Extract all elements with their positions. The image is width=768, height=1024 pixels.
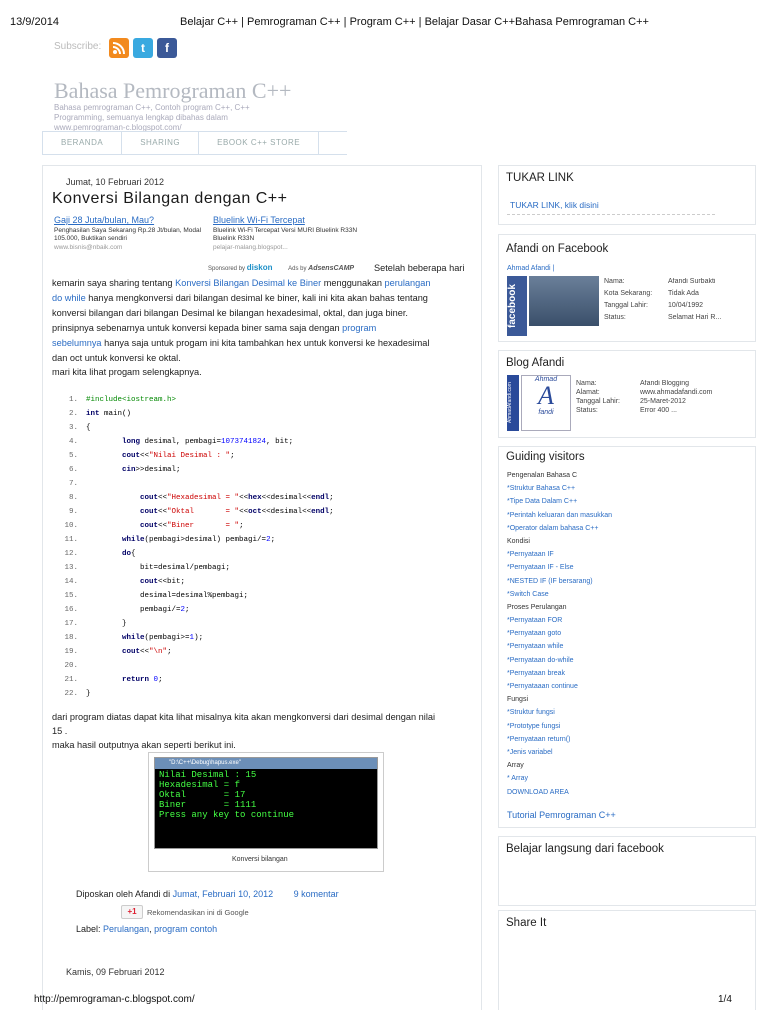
- intro-text: hanya mengkonversi dari bilangan desimal ke biner, kali ini kita akan bahas tentang: [85, 293, 428, 303]
- post-labels: Label: Perulangan, program contoh: [76, 924, 218, 934]
- info-value: 25-Maret-2012: [640, 398, 686, 405]
- blog-logo: [521, 375, 571, 431]
- code-text: }: [86, 690, 91, 698]
- code-line: [62, 477, 442, 491]
- next-post-date: Kamis, 09 Februari 2012: [66, 967, 165, 977]
- after-line-2: 15 .: [52, 726, 68, 736]
- console-titlebar: "D:\C++\Debug\hapus.exe": [155, 758, 377, 769]
- info-value: 10/04/1992: [668, 302, 704, 309]
- code-line: [62, 421, 442, 435]
- label-perulangan[interactable]: Perulangan: [103, 924, 150, 934]
- code-line: [62, 533, 442, 547]
- code-text: bit=desimal/pembagi;: [86, 564, 231, 572]
- line-number: 10.: [64, 522, 78, 530]
- info-row: [576, 407, 756, 416]
- link-do-while[interactable]: do while: [52, 293, 86, 303]
- code-text: cin>>desimal;: [122, 466, 181, 474]
- line-number: 17.: [64, 620, 78, 628]
- comments-link[interactable]: 9 komentar: [293, 889, 339, 899]
- blog-logo-bottom: fandi: [538, 409, 554, 416]
- after-line-1: dari program diatas dapat kita lihat misalnya kita akan mengkonversi dari desimal dengan nilai: [52, 712, 436, 722]
- ad-text-1: Penghasilan Saya Sekarang Rp.28 Jt/bulan, Modal 105.000, Buktikan sendiri: [54, 227, 202, 242]
- info-label: Nama:: [576, 380, 597, 387]
- code-line: [62, 687, 442, 701]
- guiding-heading: Pengenalan Bahasa C: [507, 472, 578, 479]
- tukar-link-link[interactable]: TUKAR LINK, klik disini: [510, 200, 599, 210]
- info-label: Status:: [604, 314, 626, 321]
- share-title: Share It: [506, 917, 547, 929]
- divider: [507, 214, 715, 215]
- ad-title-1[interactable]: Gaji 28 Juta/bulan, Mau?: [54, 215, 155, 225]
- code-line: [62, 463, 442, 477]
- blog-info: [576, 380, 756, 416]
- code-text: while(pembagi>desimal) pembagi/=2;: [122, 536, 276, 544]
- posted-by: [76, 889, 339, 899]
- guiding-link[interactable]: DOWNLOAD AREA: [507, 788, 569, 796]
- code-line: [62, 589, 442, 603]
- console-image: [154, 757, 378, 849]
- guiding-link[interactable]: *Pernyataaan continue: [507, 683, 578, 690]
- code-block: [62, 393, 442, 701]
- blog-title[interactable]: Bahasa Pemrograman C++: [54, 78, 292, 103]
- post-date: Jumat, 10 Februari 2012: [66, 177, 165, 187]
- recommend-text: Rekomendasikan ini di Google: [147, 908, 249, 917]
- sponsor-name[interactable]: diskon: [246, 263, 273, 272]
- info-row: [576, 398, 756, 407]
- facebook-info: [604, 278, 756, 326]
- guiding-link[interactable]: *Tipe Data Dalam C++: [507, 498, 578, 506]
- code-text: cout<<"Biner = ";: [140, 522, 244, 530]
- code-text: return 0;: [122, 676, 163, 684]
- guiding-link[interactable]: *Pernyataan do-while: [507, 656, 574, 664]
- line-number: 16.: [64, 606, 78, 614]
- guiding-link[interactable]: *Pernyataan return(): [507, 735, 571, 743]
- info-value: Afandi Blogging: [640, 380, 690, 387]
- print-date: 13/9/2014: [10, 16, 59, 28]
- line-number: 18.: [64, 634, 78, 642]
- ad-url-2[interactable]: pelajar-malang.blogspot...: [213, 244, 288, 251]
- after-line-3: maka hasil outputnya akan seperti berikut ini.: [52, 740, 236, 750]
- info-row: [604, 302, 756, 314]
- posted-by-label: Diposkan oleh Afandi di: [76, 889, 173, 899]
- intro-line-1: Setelah beberapa hari: [374, 263, 465, 273]
- code-line: [62, 561, 442, 575]
- link-sebelumnya[interactable]: sebelumnya: [52, 338, 102, 348]
- line-number: 1.: [68, 396, 78, 404]
- guiding-link[interactable]: *Jenis variabel: [507, 748, 553, 756]
- info-row: [576, 380, 756, 389]
- intro-line-4: konversi bilangan dari bilangan Desimal ke bilangan hexadesimal, oktal, dan juga biner.: [52, 308, 408, 318]
- code-text: while(pembagi>=1);: [122, 634, 204, 642]
- link-perulangan[interactable]: perulangan: [384, 278, 431, 288]
- info-value: Afandi Surbakti: [668, 278, 716, 285]
- guiding-link[interactable]: *Struktur Bahasa C++: [507, 485, 576, 493]
- info-row: [604, 290, 756, 302]
- facebook-photo: [529, 276, 599, 326]
- info-value: Selamat Hari R...: [668, 314, 722, 321]
- intro-text: menggunakan: [321, 278, 385, 288]
- code-line: [62, 449, 442, 463]
- info-row: [604, 278, 756, 290]
- intro-line-5: [52, 321, 482, 336]
- guiding-link[interactable]: *Operator dalam bahasa C++: [507, 524, 599, 532]
- guiding-heading: Array: [507, 762, 524, 770]
- sponsored-by: [208, 263, 354, 272]
- guiding-link[interactable]: * Array: [507, 775, 529, 783]
- nav-ebook-store[interactable]: EBOOK C++ STORE: [198, 132, 318, 154]
- line-number: 13.: [64, 564, 78, 572]
- facebook-icon[interactable]: f: [157, 38, 177, 58]
- link-konversi-biner[interactable]: Konversi Bilangan Desimal ke Biner: [175, 278, 322, 288]
- line-number: 6.: [68, 466, 78, 474]
- facebook-name-link[interactable]: Ahmad Afandi |: [507, 265, 555, 272]
- line-number: 11.: [64, 536, 78, 544]
- code-text: cout<<"Oktal = "<<oct<<desimal<<endl;: [140, 508, 334, 516]
- guiding-heading: Proses Perulangan: [507, 603, 567, 611]
- code-line: [62, 659, 442, 673]
- info-label: Alamat:: [576, 389, 600, 396]
- code-line: [62, 575, 442, 589]
- line-number: 14.: [64, 578, 78, 586]
- guiding-link[interactable]: *Pernyataan IF: [507, 551, 554, 559]
- post-date-link[interactable]: Jumat, Februari 10, 2012: [172, 889, 274, 899]
- ad-title-2[interactable]: Bluelink Wi-Fi Tercepat: [213, 215, 305, 225]
- print-url: http://pemrograman-c.blogspot.com/: [34, 994, 195, 1005]
- code-line: [62, 505, 442, 519]
- intro-line-6: [52, 336, 482, 351]
- tutorial-link[interactable]: Tutorial Pemrograman C++: [507, 810, 616, 820]
- sponsored-label: Sponsored by: [208, 266, 246, 272]
- code-text: cout<<"Hexadesimal = "<<hex<<desimal<<endl;: [140, 494, 334, 502]
- line-number: 4.: [68, 438, 78, 446]
- code-text: pembagi/=2;: [86, 606, 190, 614]
- ad-url-1[interactable]: www.bisnis@nbaik.com: [54, 244, 123, 251]
- tukar-link-title: TUKAR LINK: [506, 172, 574, 184]
- post-title[interactable]: Konversi Bilangan dengan C++: [52, 190, 288, 207]
- line-number: 21.: [64, 676, 78, 684]
- ads-brand[interactable]: AdsensCAMP: [308, 265, 355, 272]
- intro-line-8: mari kita lihat progam selengkapnya.: [52, 367, 202, 377]
- subscribe-label: Subscribe:: [54, 41, 102, 52]
- guiding-link[interactable]: *Pernyataan while: [507, 643, 564, 651]
- info-label: Kota Sekarang:: [604, 290, 653, 297]
- line-number: 5.: [68, 452, 78, 460]
- facebook-box-title: Afandi on Facebook: [506, 243, 609, 255]
- intro-line-2: [52, 276, 482, 291]
- code-line: [62, 491, 442, 505]
- line-number: 20.: [64, 662, 78, 670]
- twitter-icon[interactable]: t: [133, 38, 153, 58]
- code-text: cout<<bit;: [140, 578, 186, 586]
- intro-line-7: dan oct untuk konversi ke oktal.: [52, 353, 181, 363]
- rss-icon[interactable]: [109, 38, 129, 58]
- code-line: [62, 519, 442, 533]
- line-number: 22.: [64, 690, 78, 698]
- line-number: 12.: [64, 550, 78, 558]
- guiding-link[interactable]: *Perintah keluaran dan masukkan: [507, 511, 613, 519]
- code-text: #include<iostream.h>: [86, 396, 177, 404]
- gplus-button[interactable]: +1: [121, 905, 143, 919]
- code-line: [62, 617, 442, 631]
- blog-logo-top: Ahmad: [534, 376, 558, 383]
- nav-divider: [318, 132, 347, 154]
- nav-beranda[interactable]: BERANDA: [42, 132, 121, 154]
- line-number: 3.: [68, 424, 78, 432]
- code-line: [62, 547, 442, 561]
- line-number: 19.: [64, 648, 78, 656]
- intro-text: kemarin saya sharing tentang: [52, 278, 176, 288]
- info-label: Tanggal Lahir:: [576, 398, 620, 405]
- code-line: [62, 645, 442, 659]
- code-text: cout<<"\n";: [122, 648, 172, 656]
- guiding-link[interactable]: *Struktur fungsi: [507, 709, 555, 717]
- code-text: int main(): [86, 410, 132, 418]
- code-text: {: [86, 424, 91, 432]
- blog-afandi-title: Blog Afandi: [506, 357, 565, 369]
- link-program[interactable]: program: [342, 323, 377, 333]
- code-line: [62, 673, 442, 687]
- label-program-contoh[interactable]: program contoh: [154, 924, 218, 934]
- blog-logo-letter: A: [538, 381, 554, 410]
- guiding-link[interactable]: *Prototype fungsi: [507, 722, 561, 730]
- code-text: cout<<"Nilai Desimal : ";: [122, 452, 235, 460]
- console-output: Nilai Desimal : 15 Hexadesimal = f Oktal = 17 Biner = 1111 Press any key to continue: [159, 770, 295, 820]
- code-line: [62, 407, 442, 421]
- blog-side-badge: AhmadAfandi.com: [507, 375, 519, 431]
- info-row: [576, 389, 756, 398]
- guiding-list: [507, 472, 747, 802]
- code-line: [62, 603, 442, 617]
- guiding-link[interactable]: *Pernyataan goto: [507, 630, 562, 638]
- nav-bar: [42, 131, 347, 155]
- intro-text: hanya saja untuk progam ini kita tambahkan hex untuk konversi ke hexadesimal: [101, 338, 430, 348]
- belajar-title: Belajar langsung dari facebook: [506, 843, 664, 855]
- guiding-title: Guiding visitors: [506, 451, 585, 463]
- code-text: long desimal, pembagi=1073741824, bit;: [122, 438, 294, 446]
- line-number: 9.: [68, 508, 78, 516]
- info-label: Tanggal Lahir:: [604, 302, 648, 309]
- code-line: [62, 631, 442, 645]
- line-number: 7.: [68, 480, 78, 488]
- intro-text: prinsipnya sebenarnya untuk konversi kepada biner sama saja dengan: [52, 323, 343, 333]
- code-line: [62, 393, 442, 407]
- info-label: Status:: [576, 407, 598, 414]
- info-label: Nama:: [604, 278, 625, 285]
- guiding-heading: Kondisi: [507, 537, 530, 545]
- image-caption: Konversi bilangan: [232, 856, 288, 863]
- intro-line-3: [52, 291, 482, 306]
- print-page-number: 1/4: [718, 994, 732, 1005]
- info-value: Error 400 ...: [640, 407, 677, 414]
- code-text: do{: [122, 550, 136, 558]
- guiding-heading: Fungsi: [507, 696, 529, 704]
- info-row: [604, 314, 756, 326]
- guiding-link[interactable]: *Pernyataan break: [507, 669, 565, 677]
- guiding-link[interactable]: *Pernyataan FOR: [507, 617, 563, 625]
- code-line: [62, 435, 442, 449]
- line-number: 2.: [68, 410, 78, 418]
- print-page-title: Belajar C++ | Pemrograman C++ | Program C++ | Belajar Dasar C++Bahasa Pemrograman C++: [180, 16, 649, 28]
- line-number: 8.: [68, 494, 78, 502]
- blog-description: Bahasa pemrograman C++, Contoh program C++, C++ Programming, semuanya lengkap dibahas dalam www.pemrograman-c.blogspot.com/: [54, 103, 250, 132]
- code-text: desimal=desimal%pembagi;: [86, 592, 249, 600]
- info-value: Tidak Ada: [668, 290, 699, 297]
- labels-label: Label:: [76, 924, 104, 934]
- info-value: www.ahmadafandi.com: [640, 389, 713, 396]
- nav-sharing[interactable]: SHARING: [121, 132, 198, 154]
- guiding-link[interactable]: *Pernyataan IF - Else: [507, 564, 574, 572]
- line-number: 15.: [64, 592, 78, 600]
- code-text: }: [86, 620, 127, 628]
- guiding-link[interactable]: *NESTED IF (IF bersarang): [507, 577, 593, 585]
- facebook-badge: facebook: [507, 276, 527, 336]
- guiding-link[interactable]: *Switch Case: [507, 590, 549, 598]
- ad-text-2: Bluelink Wi-Fi Tercepat Versi MURI Bluelink R33N Bluelink R33N: [213, 227, 358, 242]
- ads-by-label: Ads by: [288, 266, 307, 272]
